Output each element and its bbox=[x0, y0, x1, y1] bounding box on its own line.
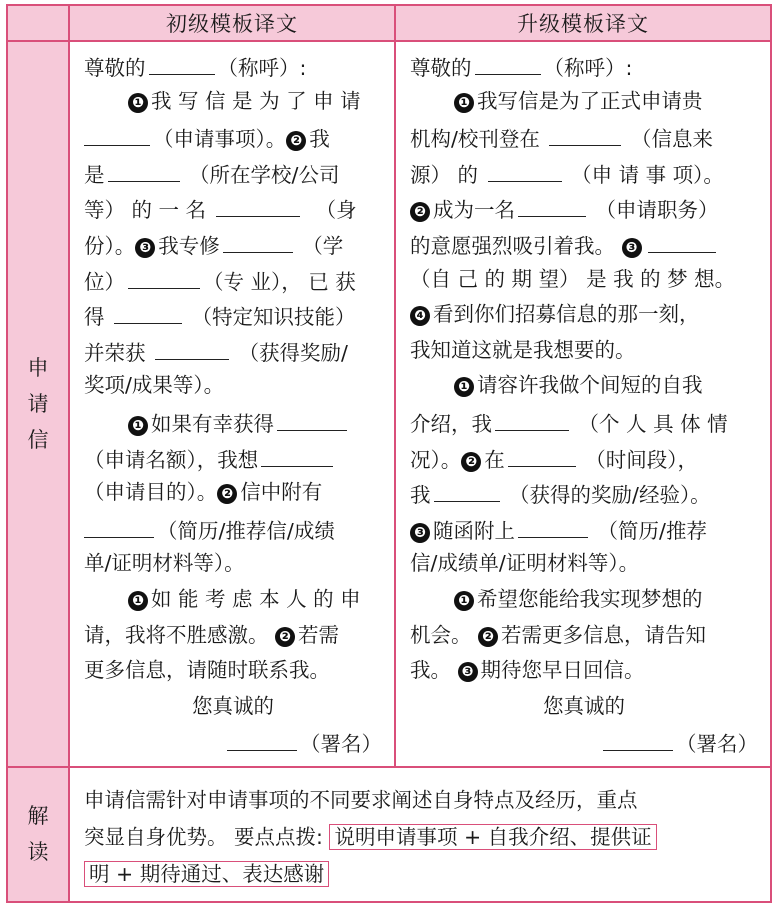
marker-1: ❶ bbox=[128, 93, 148, 113]
side-label-interpretation: 解 读 bbox=[7, 767, 69, 902]
letter-row bbox=[7, 41, 771, 767]
upgraded-template-cell: 尊敬的 （称呼）: ❶ 我写信是为了正式申请贵 机构/校刊登在 （信息来 源） 的 （申 请 事 项）。 ❷ 成为一名 （申请职务） 的意愿强烈吸引着我。 ❸ （自 己 的 期 望） 是 我 的 梦 想。 ❹ 看到你们招募信息的那一刻， 我知道这就是我想要的。 ❶ 请容许我做个间短的自我 介绍，我 （个 人 具 体 情 况）。 ❷ 在 （时间段）， 我 （获得的奖励/经验）。 ❸ 随函附上 （简历/推荐 信/成绩单/证明材料等）。 ❶ 希望您能给我实现梦想的 机会。 ❷ 若需更多信息，请告知 我。 ❸ 期待您早日回信。 您真诚的 （署名） bbox=[395, 41, 771, 767]
side-char: 信 bbox=[27, 427, 49, 452]
header-basic: 初级模板译文 bbox=[69, 5, 395, 41]
basic-template-cell: 尊敬的 （称呼）: ❶ 我 写 信 是 为 了 申 请 （申请事项）。 ❷ 我 是 （所在学校/公司 等） 的 一 名 （身 份）。 ❸ 我专修 （学 位） （专 业）， 已 获 得 （特定知识技能） 并荣获 （获得奖励/ 奖项/成果等）。 ❶ 如果有幸获得 （申请名额），我想 （申请目的）。 ❷ 信中附有 （简历/推荐信/成绩 单/证明材料等）。 ❶ 如 能 考 虑 本 人 的 申 请，我将不胜感激。 ❷ 若需 更多信息，请随时联系我。 您真诚的 （署名） bbox=[69, 41, 395, 767]
side-char: 申 bbox=[27, 355, 49, 380]
header-upgraded: 升级模板译文 bbox=[395, 5, 771, 41]
marker-2: ❷ bbox=[286, 131, 306, 151]
marker-4: ❹ bbox=[410, 306, 430, 326]
interpretation-row bbox=[7, 767, 771, 902]
upgraded-closing: 您真诚的 bbox=[543, 693, 625, 718]
basic-salutation: 尊敬的 （称呼）: bbox=[84, 48, 382, 84]
basic-closing: 您真诚的 bbox=[192, 693, 274, 718]
basic-signature: （署名） bbox=[84, 724, 382, 760]
marker-3: ❸ bbox=[135, 238, 155, 258]
upgraded-salutation: 尊敬的 （称呼）: bbox=[410, 48, 758, 84]
header-row bbox=[7, 5, 771, 41]
application-letter-table bbox=[6, 4, 772, 903]
side-char: 请 bbox=[27, 391, 49, 416]
tip-box-2: 明 + 期待通过、表达感谢 bbox=[84, 861, 329, 887]
upgraded-signature: （署名） bbox=[410, 724, 758, 760]
side-label-letter bbox=[7, 41, 69, 767]
header-corner bbox=[7, 5, 69, 41]
tip-box-1: 说明申请事项 + 自我介绍、提供证 bbox=[329, 824, 656, 850]
interpretation-text: 申请信需针对申请事项的不同要求阐述自身特点及经历，重点 突显自身优势。 要点点拨: 说明申请事项 + 自我介绍、提供证 明 + 期待通过、表达感谢 bbox=[69, 767, 771, 902]
